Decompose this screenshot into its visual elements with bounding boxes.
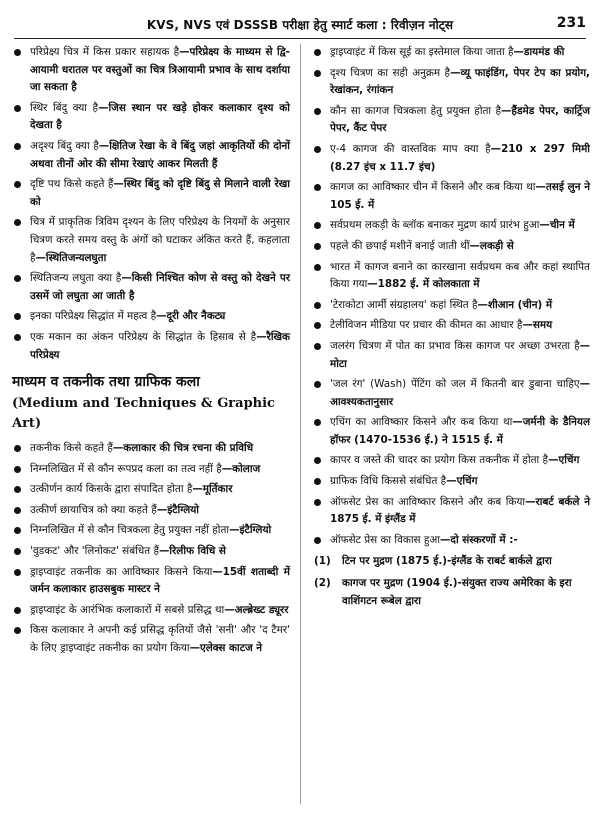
answer-text: —कलाकार की चित्र रचना की प्रविधि [112, 442, 254, 455]
question-item [12, 622, 290, 657]
page-header [14, 10, 586, 39]
question-item [12, 481, 290, 499]
answer-text: —एचिंग [548, 454, 580, 467]
answer-text: —क्षितिज रेखा के वे बिंदु जहां आकृतियों की दोनों अथवा तीनों ओर की सीमा रेखाएं आकर मिलती हैं [30, 139, 290, 170]
question-item [12, 308, 290, 326]
question-text: ड्राइप्वाइंट के आरंभिक कलाकारों में सबसे प्रसिद्ध था [30, 603, 225, 616]
answer-text: —210 x 297 मिमी (8.27 इंच x 11.7 इंच) [330, 142, 590, 173]
section-heading: माध्यम व तकनीक तथा ग्राफिक कला [12, 374, 200, 391]
question-text: ऑफसेट प्रेस का आविष्कार किसने और कब किया [330, 495, 526, 508]
question-text: निम्नलिखित में से कौन चित्रकला हेतु प्रयुक्त नहीं होता [30, 524, 230, 537]
question-item [12, 502, 290, 520]
question-text: ड्राइप्वाइंट तकनीक का आविष्कार किसने किया [30, 565, 213, 578]
question-item [312, 259, 590, 294]
answer-text: —रैखिक परिप्रेक्ष्य [30, 330, 290, 361]
question-item [312, 44, 590, 62]
offset-press-version-item [312, 575, 590, 610]
question-text: 'टेराकोटा आर्मी संग्रहालय' कहां स्थित है [330, 298, 478, 311]
section-heading-english: (Medium and Techniques & Graphic Art) [12, 396, 275, 432]
question-item [12, 564, 290, 599]
answer-text: —समय [522, 319, 553, 332]
answer-text: —शीआन (चीन) में [477, 298, 553, 311]
left-question-list [12, 44, 290, 364]
answer-text: —परिप्रेक्ष्य के माध्यम से द्वि-आयामी धरातल पर वस्तुओं का चित्र त्रिआयामी प्रभाव के साथ दर्शाया जा सकता है [30, 46, 290, 94]
left-column [12, 44, 290, 661]
answer-text: —अल्ब्रेख्ट ड्यूरर [224, 603, 289, 616]
question-text: 'वुडकट' और 'लिनोकट' संबंधित हैं [30, 545, 159, 558]
offset-press-versions [312, 553, 590, 610]
right-column [312, 44, 590, 612]
question-item [12, 522, 290, 540]
question-item [312, 532, 590, 550]
header-title: KVS, NVS एवं DSSSB परीक्षा हेतु स्मार्ट कला : रिवीज़न नोट्स [146, 17, 454, 32]
question-text: एक मकान का अंकन परिप्रेक्ष्य के सिद्धांत के हिसाब से है [30, 330, 257, 343]
question-text: कौन सा कागज चित्रकला हेतु प्रयुक्त होता है [330, 104, 502, 117]
question-item [312, 338, 590, 373]
answer-text: —चीन में [539, 219, 575, 232]
answer-text: —मोटा [330, 339, 590, 370]
question-item [312, 238, 590, 256]
question-text: टेलीविजन मीडिया पर प्रचार की कीमत का आधार है [330, 319, 523, 332]
question-text: एचिंग का आविष्कार किसने और कब किया था [330, 416, 513, 429]
version-number: (1) [314, 555, 331, 568]
question-text: जलरंग चित्रण में पोत का प्रभाव किस कागज पर अच्छा उभरता है [330, 339, 580, 352]
question-text: ए-4 कागज की वास्तविक माप क्या है [330, 142, 491, 155]
version-number: (2) [314, 577, 331, 590]
question-item [312, 317, 590, 335]
answer-text: —इंटैग्लियो [229, 524, 272, 537]
question-text: दृश्य चित्रण का सही अनुक्रम है [330, 66, 451, 79]
column-divider [300, 44, 301, 804]
answer-text: —एलेक्स काटज ने [189, 642, 263, 655]
question-text: स्थिर बिंदु क्या है [30, 101, 99, 114]
answer-text: —जिस स्थान पर खड़े होकर कलाकार दृश्य को देखता है [30, 101, 290, 132]
question-item [12, 270, 290, 305]
question-text: तकनीक किसे कहते हैं [30, 442, 113, 455]
answer-text: —मूर्तिकार [192, 483, 233, 496]
question-text: सर्वप्रथम लकड़ी के ब्लॉक बनाकर मुद्रण कार्य प्रारंभ हुआ [330, 219, 540, 232]
question-item [312, 297, 590, 315]
answer-text: —जर्मनी के डैनियल हॉफर (1470-1536 ई.) ने 1515 ई. में [330, 416, 590, 446]
question-item [312, 217, 590, 235]
question-text: कागज का आविष्कार चीन में किसने और कब किया था [330, 181, 536, 194]
answer-text: —15वीं शताब्दी में जर्मन कलाकार हाउसबुक मास्टर ने [30, 565, 290, 596]
answer-text: —रिलीफ विधि से [158, 545, 226, 558]
question-item [12, 461, 290, 479]
question-text: इनका परिप्रेक्ष्य सिद्धांत में महत्व है [30, 310, 157, 323]
question-item [12, 44, 290, 97]
version-text: कागज पर मुद्रण (1904 ई.)-संयुक्त राज्य अमेरिका के इरा वाशिंगटन रूबेल द्वारा [342, 577, 572, 607]
question-item [12, 602, 290, 620]
answer-text: —इंटैग्लियो [156, 503, 199, 516]
answer-text: —तसई लुन ने 105 ई. में [330, 181, 590, 211]
answer-text: —राबर्ट बर्कले ने 1875 ई. में इंग्लैंड में [330, 495, 590, 526]
question-text: ड्राइप्वाइंट में किस सूई का इस्तेमाल किया जाता है [330, 46, 514, 58]
answer-text: —लकड़ी से [469, 239, 514, 252]
question-text: 'जल रंग' (Wash) पेंटिंग को जल में कितनी बार डुबाना चाहिए [330, 378, 580, 391]
question-item [312, 494, 590, 529]
question-item [12, 543, 290, 561]
question-item [12, 329, 290, 364]
question-text: उत्कीर्णन कार्य किसके द्वारा संपादित होता है [30, 483, 193, 496]
question-item [312, 452, 590, 470]
question-text: अदृश्य बिंदु क्या है [30, 139, 99, 152]
version-text: टिन पर मुद्रण (1875 ई.)-इंग्लैंड के राबर्ट बार्कले द्वारा [342, 555, 552, 568]
question-text: पहले की छपाई मशीनें बनाई जाती थीं [330, 239, 470, 252]
answer-text: —एचिंग [446, 475, 478, 488]
question-item [12, 176, 290, 211]
question-item [12, 138, 290, 173]
right-question-list [312, 44, 590, 549]
question-item [12, 214, 290, 267]
answer-text: —कोलाज [221, 462, 261, 475]
question-item [312, 473, 590, 491]
answer-text: —हैंडमेड पेपर, कार्ट्रिज पेपर, कैंट पेपर [330, 104, 590, 135]
question-item [312, 141, 590, 176]
question-text: किस कलाकार ने अपनी कई प्रसिद्ध कृतियों जैसे 'सनी' और 'द टैमर' के लिए ड्राइप्वाइंट तकनीक का प्रयोग किया [30, 624, 290, 655]
question-item [312, 179, 590, 214]
question-text: ग्राफिक विधि किससे संबंधित है [330, 475, 447, 488]
question-item [12, 100, 290, 135]
answer-text: —दो संस्करणों में :- [440, 533, 518, 546]
question-item [12, 440, 290, 458]
answer-text: —आवश्यकतानुसार [330, 378, 590, 408]
question-text: स्थितिजन्य लघुता क्या है [30, 272, 122, 285]
question-text: ऑफसेट प्रेस का विकास हुआ [330, 533, 441, 546]
offset-press-version-item [312, 553, 590, 571]
answer-text: —स्थितिजन्यलघुता [35, 251, 107, 264]
answer-text: —डायमंड की [513, 46, 565, 58]
question-item [312, 376, 590, 411]
question-item [312, 103, 590, 138]
question-text: परिप्रेक्ष्य चित्र में किस प्रकार सहायक है [30, 46, 180, 58]
answer-text: —1882 ई. में कोलकाता में [367, 278, 480, 291]
question-text: कापर व जस्ते की चादर का प्रयोग किस तकनीक में होता है [330, 454, 549, 467]
answer-text: —किसी निश्चित कोण से वस्तु को देखने पर उसमें जो लघुता आ जाती है [30, 272, 290, 302]
question-text: निम्नलिखित में से कौन रूपप्रद कला का तत्व नहीं है [30, 462, 222, 475]
answer-text: —व्यू फाइंडिंग, पेपर टेप का प्रयोग, रेखांकन, रंगांकन [330, 66, 590, 97]
question-text: दृष्टि पथ किसे कहते हैं [30, 178, 114, 191]
answer-text: —दूरी और नैकट्य [156, 310, 226, 323]
question-item [312, 414, 590, 449]
answer-text: —स्थिर बिंदु को दृष्टि बिंदु से मिलाने वाली रेखा को [30, 178, 290, 208]
question-item [312, 65, 590, 100]
question-text: उत्कीर्ण छायाचित्र को क्या कहते हैं [30, 503, 157, 516]
left-question-list-graphic-art [12, 440, 290, 658]
question-text: भारत में कागज बनाने का कारखाना सर्वप्रथम कब और कहां स्थापित किया गया [330, 260, 590, 291]
question-text: चित्र में प्राकृतिक त्रिविम दृश्यन के लिए परिप्रेक्ष्य के नियमों के अनुसार चित्रण करते समय वस्तु के अंगों को घटाकर अंकित करते हैं, कहलाता है [30, 216, 290, 264]
page-number: 231 [556, 15, 586, 31]
